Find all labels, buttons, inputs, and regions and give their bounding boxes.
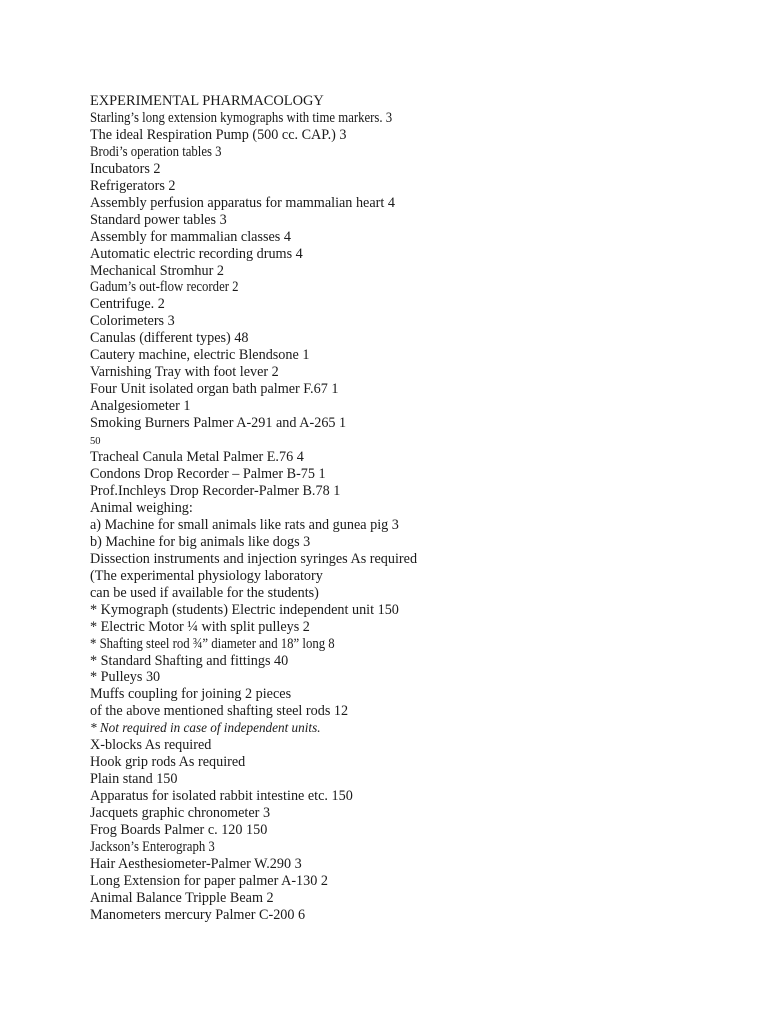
section-heading: EXPERIMENTAL PHARMACOLOGY bbox=[90, 93, 324, 109]
equipment-list bbox=[90, 93, 730, 924]
list-item: Gadum’s out-flow recorder 2 bbox=[90, 279, 239, 296]
list-item: Apparatus for isolated rabbit intestine etc. 150 bbox=[90, 788, 353, 805]
list-item: * Standard Shafting and fittings 40 bbox=[90, 652, 289, 669]
list-item: Plain stand 150 bbox=[90, 771, 178, 788]
list-item: Condons Drop Recorder – Palmer B-75 1 bbox=[90, 466, 326, 483]
list-item: The ideal Respiration Pump (500 cc. CAP.) 3 bbox=[90, 126, 347, 143]
list-item: Long Extension for paper palmer A-130 2 bbox=[90, 872, 328, 889]
list-item: Brodi’s operation tables 3 bbox=[90, 143, 222, 160]
list-item: Four Unit isolated organ bath palmer F.67 1 bbox=[90, 381, 339, 398]
list-item: Incubators 2 bbox=[90, 160, 161, 177]
list-item: Canulas (different types) 48 bbox=[90, 330, 249, 347]
list-item: * Shafting steel rod ¾” diameter and 18” long 8 bbox=[90, 635, 335, 652]
list-item: a) Machine for small animals like rats and gunea pig 3 bbox=[90, 516, 399, 533]
list-item: Hair Aesthesiometer-Palmer W.290 3 bbox=[90, 855, 302, 872]
list-item: Jackson’s Enterograph 3 bbox=[90, 838, 215, 855]
list-item: Frog Boards Palmer c. 120 150 bbox=[90, 822, 268, 839]
list-item: Animal Balance Tripple Beam 2 bbox=[90, 889, 274, 906]
list-item: (The experimental physiology laboratory bbox=[90, 567, 323, 584]
list-item: Varnishing Tray with foot lever 2 bbox=[90, 364, 279, 381]
footnote: * Not required in case of independent units. bbox=[90, 720, 321, 736]
list-item: Dissection instruments and injection syringes As required bbox=[90, 550, 418, 567]
list-item: * Kymograph (students) Electric independent unit 150 bbox=[90, 601, 399, 618]
list-item: Assembly for mammalian classes 4 bbox=[90, 228, 291, 245]
list-item: Starling’s long extension kymographs with time markers. 3 bbox=[90, 109, 393, 126]
list-item: Assembly perfusion apparatus for mammalian heart 4 bbox=[90, 194, 395, 211]
list-item: Hook grip rods As required bbox=[90, 754, 246, 771]
list-item: Prof.Inchleys Drop Recorder-Palmer B.78 1 bbox=[90, 482, 341, 499]
list-item: Centrifuge. 2 bbox=[90, 296, 165, 313]
list-item: Analgesiometer 1 bbox=[90, 398, 191, 415]
list-item: of the above mentioned shafting steel rods 12 bbox=[90, 703, 349, 720]
list-item: Jacquets graphic chronometer 3 bbox=[90, 805, 271, 822]
page-number: 50 bbox=[90, 436, 101, 448]
list-item: can be used if available for the students) bbox=[90, 584, 319, 601]
list-item: * Pulleys 30 bbox=[90, 669, 161, 686]
list-item: Manometers mercury Palmer C-200 6 bbox=[90, 906, 306, 923]
list-item: Colorimeters 3 bbox=[90, 313, 175, 330]
list-item: Cautery machine, electric Blendsone 1 bbox=[90, 347, 310, 364]
list-item: Standard power tables 3 bbox=[90, 211, 227, 228]
list-item: Tracheal Canula Metal Palmer E.76 4 bbox=[90, 449, 304, 466]
list-item: * Electric Motor ¼ with split pulleys 2 bbox=[90, 618, 310, 635]
list-item: b) Machine for big animals like dogs 3 bbox=[90, 533, 311, 550]
list-item: Mechanical Stromhur 2 bbox=[90, 262, 224, 279]
list-item: X-blocks As required bbox=[90, 737, 212, 754]
list-item: Animal weighing: bbox=[90, 499, 193, 516]
list-item: Automatic electric recording drums 4 bbox=[90, 245, 303, 262]
list-item: Muffs coupling for joining 2 pieces bbox=[90, 686, 292, 703]
list-item: Refrigerators 2 bbox=[90, 177, 176, 194]
list-item: Smoking Burners Palmer A-291 and A-265 1 bbox=[90, 415, 347, 432]
